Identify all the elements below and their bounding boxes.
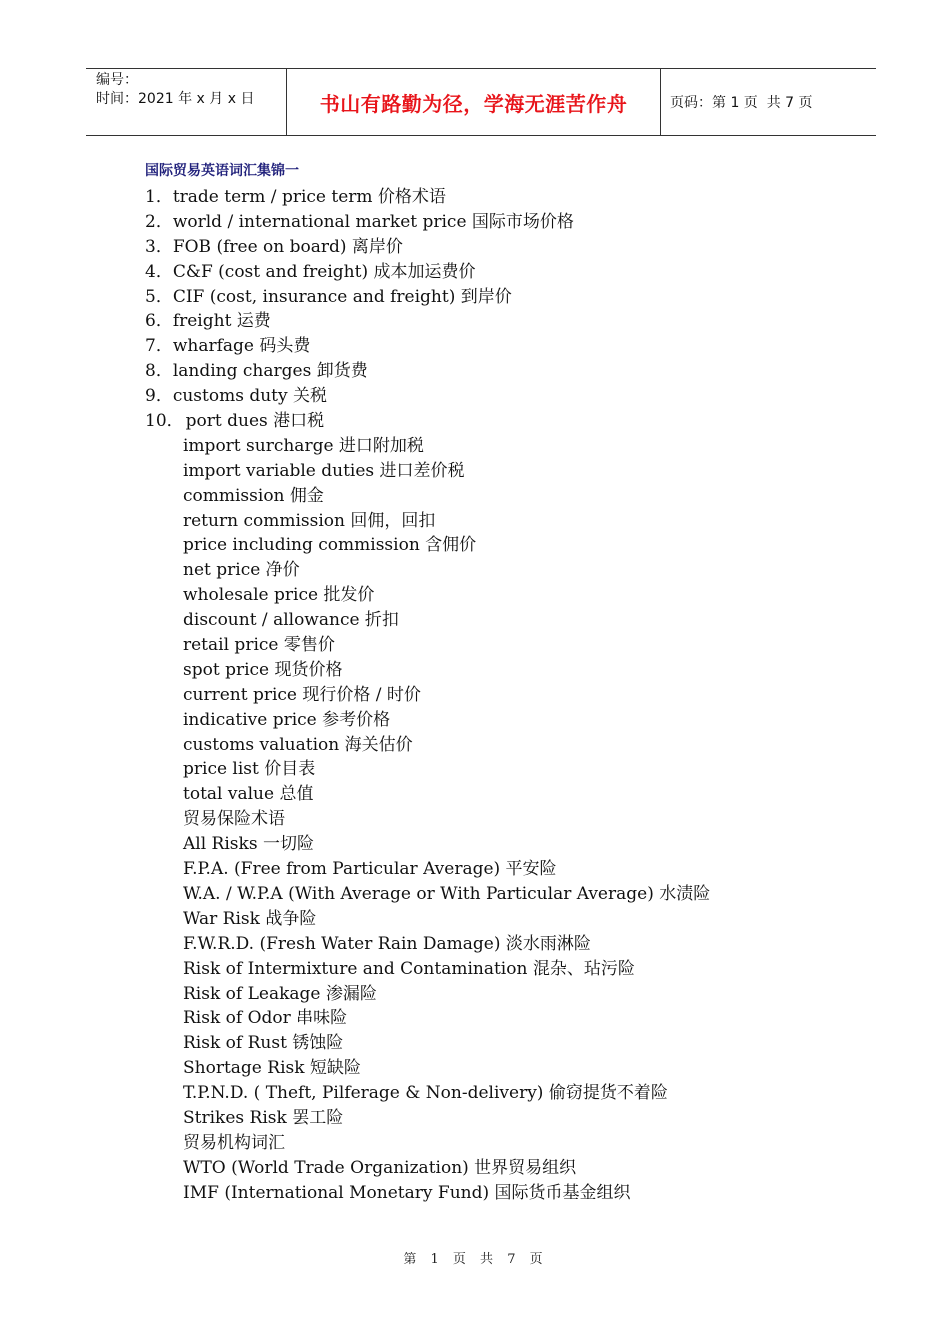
numbered-list-item — [145, 409, 845, 434]
item-text: CIF (cost, insurance and freight) 到岸价 — [172, 286, 512, 307]
header-meta-cell — [86, 69, 287, 135]
numbered-list-item — [145, 260, 845, 285]
list-item: T.P.N.D. ( Theft, Pilferage & Non-delivery) 偷窃提货不着险 — [183, 1083, 668, 1104]
page-footer: 第 1 页 共 7 页 — [403, 1252, 547, 1267]
item-number: 3． — [145, 236, 173, 257]
list-item: W.A. / W.P.A (With Average or With Particular Average) 水渍险 — [183, 883, 711, 904]
list-item: price including commission 含佣价 — [183, 535, 477, 556]
list-item: retail price 零售价 — [183, 635, 335, 656]
list-item: current price 现行价格 / 时价 — [183, 684, 421, 705]
item-number: 9． — [145, 386, 173, 407]
list-item: import variable duties 进口差价税 — [183, 460, 465, 481]
list-item: Risk of Leakage 渗漏险 — [183, 983, 377, 1004]
list-item: 贸易机构词汇 — [183, 1132, 285, 1153]
list-item: IMF (International Monetary Fund) 国际货币基金组织 — [183, 1182, 631, 1203]
item-number: 8． — [145, 361, 173, 382]
numbered-list-item — [145, 309, 845, 334]
header-motto-cell — [287, 69, 661, 135]
item-number: 4． — [145, 261, 173, 282]
serial-label: 编号： — [96, 72, 138, 88]
item-number: 6． — [145, 311, 173, 332]
list-item: customs valuation 海关估价 — [183, 734, 413, 755]
list-item: Strikes Risk 罢工险 — [183, 1107, 344, 1128]
numbered-list-item — [145, 185, 845, 210]
list-item: War Risk 战争险 — [183, 908, 317, 929]
list-item: return commission 回佣，回扣 — [183, 510, 436, 531]
vocabulary-list — [145, 185, 845, 1206]
list-item: Risk of Rust 锈蚀险 — [183, 1033, 344, 1054]
list-item: F.W.R.D. (Fresh Water Rain Damage) 淡水雨淋险 — [183, 933, 591, 954]
list-item: F.P.A. (Free from Particular Average) 平安险 — [183, 859, 557, 880]
header-page-cell — [661, 69, 876, 135]
numbered-list-item — [145, 334, 845, 359]
item-text: world / international market price 国际市场价格 — [172, 211, 574, 232]
list-item: wholesale price 批发价 — [183, 585, 375, 606]
item-number: 5． — [145, 286, 173, 307]
list-item: total value 总值 — [183, 784, 314, 805]
list-item: import surcharge 进口附加税 — [183, 435, 424, 456]
list-item: commission 佣金 — [183, 485, 324, 506]
item-text: freight 运费 — [172, 311, 271, 332]
list-item: Shortage Risk 短缺险 — [183, 1058, 361, 1079]
item-text: C&F (cost and freight) 成本加运费价 — [172, 261, 476, 282]
page-info: 页码：第 1 页 共 7 页 — [670, 95, 813, 111]
list-item: discount / allowance 折扣 — [183, 610, 399, 631]
numbered-list-item — [145, 359, 845, 384]
list-item: 贸易保险术语 — [183, 809, 285, 830]
numbered-list-item — [145, 235, 845, 260]
item-number: 2． — [145, 211, 173, 232]
list-item: Risk of Odor 串味险 — [183, 1008, 348, 1029]
list-item: indicative price 参考价格 — [183, 709, 391, 730]
item-text: landing charges 卸货费 — [172, 361, 368, 382]
list-item: Risk of Intermixture and Contamination 混杂、玷污险 — [183, 958, 635, 979]
numbered-list-item — [145, 285, 845, 310]
list-item: price list 价目表 — [183, 759, 316, 780]
item-number: 10． — [145, 411, 184, 432]
list-item: spot price 现货价格 — [183, 659, 343, 680]
item-text: wharfage 码头费 — [172, 336, 311, 357]
item-number: 1． — [145, 187, 173, 207]
item-text: FOB (free on board) 离岸价 — [172, 236, 403, 257]
item-text: trade term / price term 价格术语 — [172, 187, 446, 207]
list-item: net price 净价 — [183, 560, 300, 581]
item-text: port dues 港口税 — [185, 411, 325, 432]
motto-text: 书山有路勤为径，学海无涯苦作舟 — [319, 91, 628, 116]
time-label: 时间：2021 年 x 月 x 日 — [96, 91, 255, 107]
numbered-list-item — [145, 384, 845, 409]
item-text: customs duty 关税 — [172, 386, 328, 407]
numbered-list-item — [145, 210, 845, 235]
page-header — [86, 68, 876, 136]
item-number: 7． — [145, 336, 173, 357]
list-item: All Risks 一切险 — [183, 834, 314, 855]
list-item: WTO (World Trade Organization) 世界贸易组织 — [183, 1157, 577, 1178]
document-title: 国际贸易英语词汇集锦一 — [145, 163, 299, 179]
